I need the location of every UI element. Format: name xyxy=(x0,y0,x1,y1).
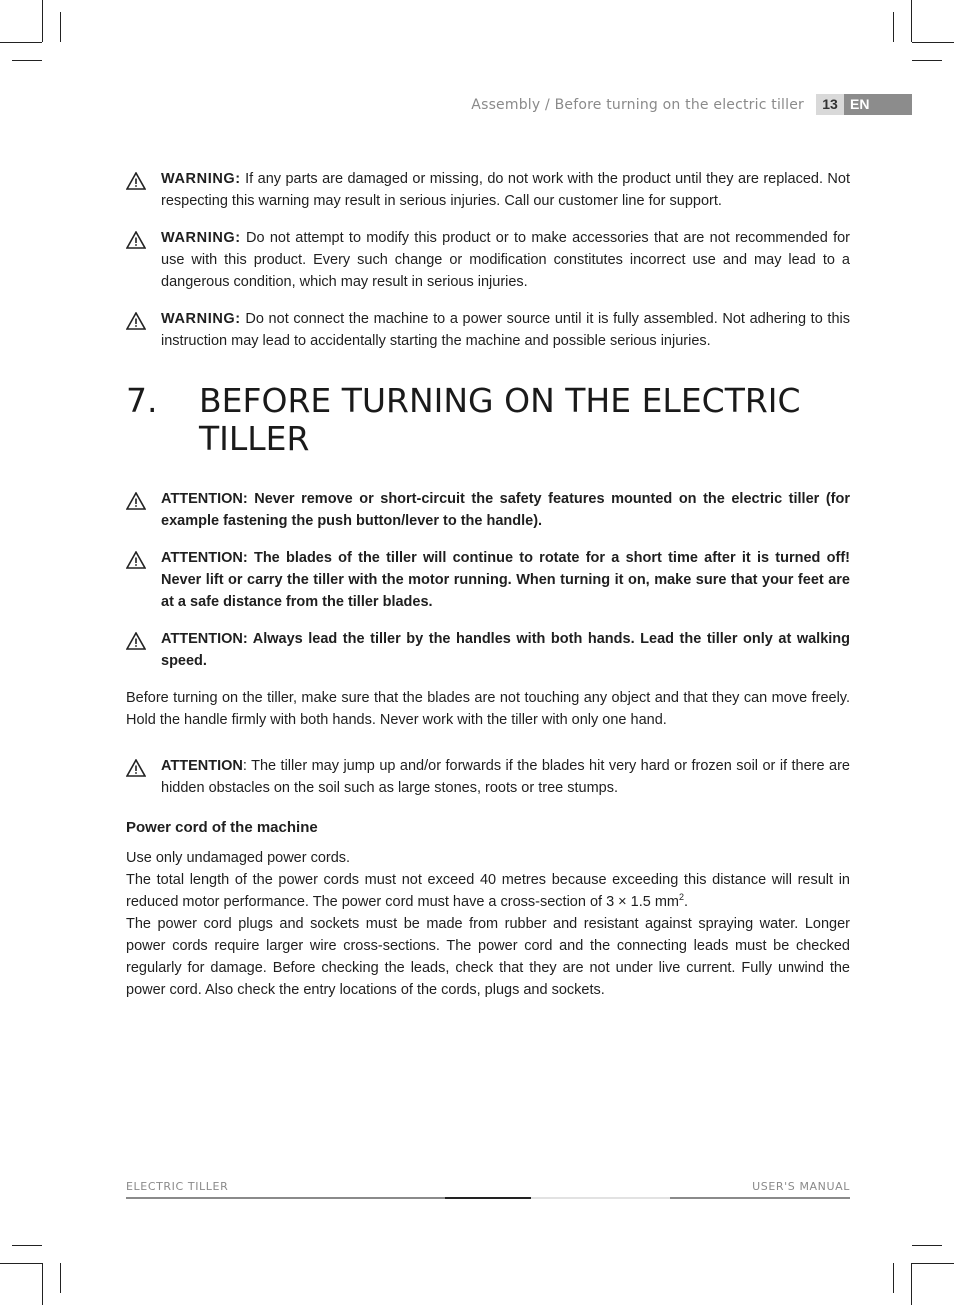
crop-mark xyxy=(0,42,42,43)
crop-mark xyxy=(893,1263,894,1293)
power-cord-line: Use only undamaged power cords. xyxy=(126,850,351,866)
warning-text: Do not connect the machine to a power source until it is fully assembled. Not adhering to this instruction may lead to accidentally starting the machine and possible serious injuries. xyxy=(161,311,850,349)
attention-note-text: : The tiller may jump up and/or forwards if the blades hit very hard or frozen soil or if there are hidden obstacles on the soil such as large stones, roots or tree stumps. xyxy=(161,758,850,796)
warning-block xyxy=(126,308,850,352)
footer-left: ELECTRIC TILLER xyxy=(126,1180,229,1193)
page-header xyxy=(471,94,912,115)
crop-mark xyxy=(42,0,43,42)
warning-triangle-icon xyxy=(126,231,146,249)
attention-text: ATTENTION: Never remove or short-circuit the safety features mounted on the electric tiller (for example fastening the push button/lever to the handle). xyxy=(161,491,850,529)
warning-label: WARNING: xyxy=(161,311,241,327)
footer-right: USER'S MANUAL xyxy=(752,1180,850,1193)
section-title: BEFORE TURNING ON THE ELECTRIC TILLER xyxy=(199,381,801,458)
power-cord-line: The power cord plugs and sockets must be made from rubber and resistant against spraying water. Longer power cords require larger wire cross-sections. The power cord and the connecting leads must be checked regularly for damage. Before checking the leads, check that they are not under live current. Fully unwind the power cord. Also check the entry locations of the cords, plugs and sockets. xyxy=(126,916,850,998)
intro-paragraph: Before turning on the tiller, make sure that the blades are not touching any object and that they can move freely. Hold the handle firmly with both hands. Never work with the tiller with only one hand. xyxy=(126,690,850,728)
crop-mark xyxy=(912,42,954,43)
attention-block xyxy=(126,547,850,613)
warning-triangle-icon xyxy=(126,759,146,777)
footer-rule xyxy=(445,1197,531,1199)
crop-mark xyxy=(60,1263,61,1293)
crop-mark xyxy=(42,1263,43,1305)
warning-label: WARNING: xyxy=(161,171,241,187)
warning-triangle-icon xyxy=(126,172,146,190)
page-number: 13 xyxy=(816,94,844,115)
header-title: Assembly / Before turning on the electric tiller xyxy=(471,96,804,113)
warning-block xyxy=(126,168,850,212)
page-content xyxy=(126,168,850,1001)
warning-text: Do not attempt to modify this product or to make accessories that are not recommended for use with this product. Every such change or modification constitutes incorrect use and may lead to a dangerous condition, which may result in serious injuries. xyxy=(161,230,850,290)
warning-triangle-icon xyxy=(126,551,146,569)
warning-triangle-icon xyxy=(126,492,146,510)
section-number: 7. xyxy=(126,381,158,420)
warning-text: If any parts are damaged or missing, do not work with the product until they are replaced. Not respecting this warning may result in serious injuries. Call our customer line for support. xyxy=(161,171,850,209)
crop-mark xyxy=(912,1263,954,1264)
warning-label: WARNING: xyxy=(161,230,241,246)
attention-label: ATTENTION xyxy=(161,758,243,774)
crop-mark xyxy=(911,1263,912,1305)
crop-mark xyxy=(912,60,942,61)
power-cord-body xyxy=(126,847,850,1001)
warning-triangle-icon xyxy=(126,312,146,330)
crop-mark xyxy=(911,0,912,42)
crop-mark xyxy=(893,12,894,42)
crop-mark xyxy=(0,1263,42,1264)
crop-mark xyxy=(12,60,42,61)
attention-block xyxy=(126,628,850,672)
footer-rule xyxy=(531,1197,670,1199)
power-cord-line: The total length of the power cords must not exceed 40 metres because exceeding this distance will result in reduced motor performance. The power cord must have a cross-section of 3 × 1.5 $mm^2$. xyxy=(126,872,850,910)
language-badge: EN xyxy=(844,94,912,115)
crop-mark xyxy=(12,1245,42,1246)
crop-mark xyxy=(60,12,61,42)
attention-text: ATTENTION: The blades of the tiller will continue to rotate for a short time after it is turned off! Never lift or carry the tiller with the motor running. When turning it on, make sure that your feet are at a safe distance from the tiller blades. xyxy=(161,550,850,610)
warning-triangle-icon xyxy=(126,632,146,650)
attention-block xyxy=(126,488,850,532)
footer-rule xyxy=(126,1197,445,1199)
crop-mark xyxy=(912,1245,942,1246)
warning-block xyxy=(126,227,850,293)
section-heading xyxy=(126,382,850,458)
attention-text: ATTENTION: Always lead the tiller by the handles with both hands. Lead the tiller only at walking speed. xyxy=(161,631,850,669)
power-cord-heading: Power cord of the machine xyxy=(126,819,318,836)
footer-rule xyxy=(670,1197,850,1199)
attention-note xyxy=(126,755,850,799)
